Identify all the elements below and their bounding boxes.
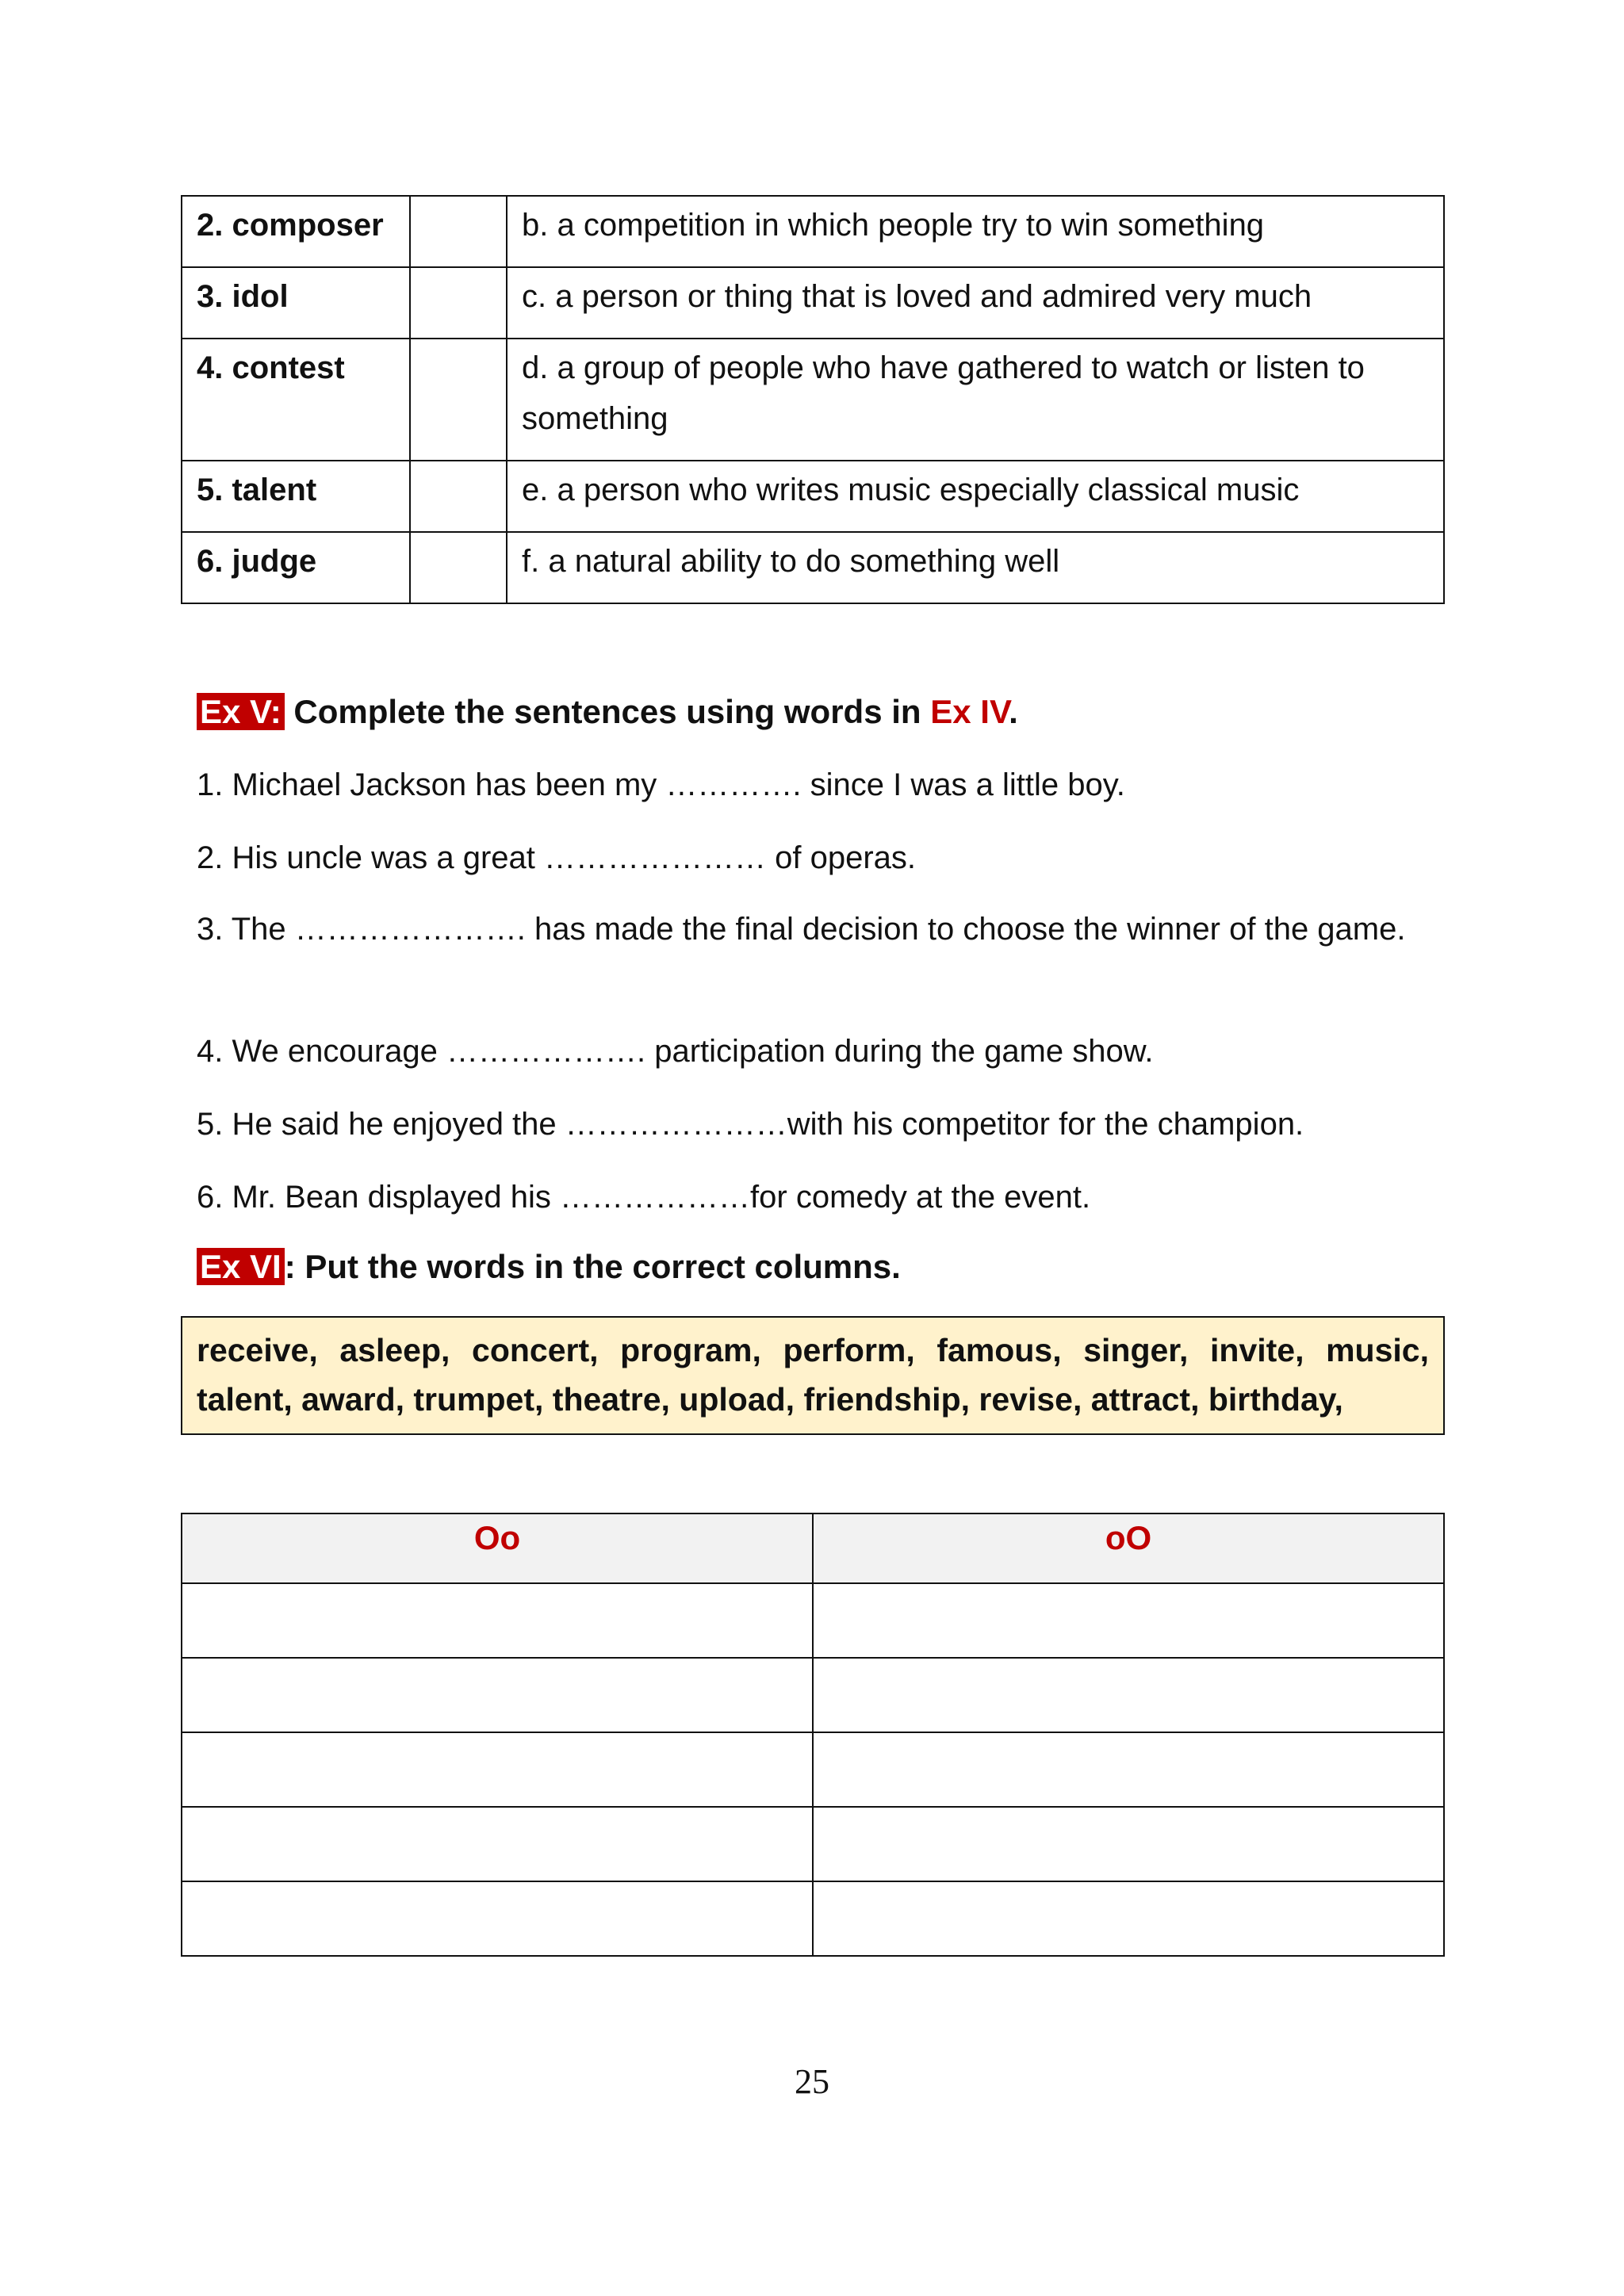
table-row — [182, 461, 1444, 532]
table-row — [182, 196, 1444, 267]
ex5-title-ref: Ex IV — [930, 693, 1009, 730]
page-number: 25 — [795, 2062, 829, 2101]
word-list-box: receive, asleep, concert, program, perform, famous, singer, invite, music, talent, award, trumpet, theatre, upload, friendship, revise, attract, birthday, — [181, 1316, 1445, 1435]
answer-cell[interactable] — [410, 532, 507, 603]
ex5-title-end: . — [1009, 693, 1018, 730]
definition-cell: f. a natural ability to do something well — [507, 532, 1444, 603]
definition-cell: b. a competition in which people try to win something — [507, 196, 1444, 267]
answer-cell[interactable] — [410, 196, 507, 267]
table-row — [182, 339, 1444, 461]
table-header-row — [182, 1513, 1444, 1583]
ex5-sentence-2: 2. His uncle was a great ………………… of operas. — [197, 840, 916, 875]
answer-cell[interactable] — [182, 1881, 813, 1956]
definition-cell: c. a person or thing that is loved and admired very much — [507, 267, 1444, 339]
answer-cell[interactable] — [182, 1732, 813, 1807]
ex5-sentence-4: 4. We encourage ………………. participation during the game show. — [197, 1034, 1154, 1069]
table-row — [182, 1807, 1444, 1881]
answer-cell[interactable] — [410, 339, 507, 461]
stress-columns-table — [181, 1513, 1445, 1957]
table-row — [182, 1658, 1444, 1732]
definition-cell: e. a person who writes music especially classical music — [507, 461, 1444, 532]
column-header-oO: oO — [813, 1513, 1444, 1583]
ex5-sentence-6: 6. Mr. Bean displayed his ………………for comedy at the event. — [197, 1180, 1091, 1215]
answer-cell[interactable] — [813, 1732, 1444, 1807]
word-cell: 5. talent — [182, 461, 410, 532]
ex6-heading — [197, 1245, 901, 1289]
answer-cell[interactable] — [182, 1807, 813, 1881]
word-cell: 3. idol — [182, 267, 410, 339]
answer-cell[interactable] — [182, 1583, 813, 1658]
answer-cell[interactable] — [813, 1583, 1444, 1658]
ex5-sentence-1: 1. Michael Jackson has been my …………. since I was a little boy. — [197, 767, 1125, 802]
matching-table — [181, 195, 1445, 604]
ex6-tag: Ex VI — [197, 1248, 285, 1285]
answer-cell[interactable] — [410, 461, 507, 532]
answer-cell[interactable] — [410, 267, 507, 339]
answer-cell[interactable] — [813, 1658, 1444, 1732]
table-row — [182, 1732, 1444, 1807]
ex5-sentence-5: 5. He said he enjoyed the …………………with his competitor for the champion. — [197, 1107, 1304, 1142]
ex5-heading — [197, 690, 1018, 734]
ex5-sentence-3: 3. The …………………. has made the final decision to choose the winner of the game. — [197, 912, 1406, 947]
ex6-title: : Put the words in the correct columns. — [284, 1248, 901, 1285]
table-row — [182, 267, 1444, 339]
answer-cell[interactable] — [813, 1881, 1444, 1956]
ex5-title: Complete the sentences using words in — [284, 693, 931, 730]
definition-cell: d. a group of people who have gathered to watch or listen to something — [507, 339, 1444, 461]
table-row — [182, 532, 1444, 603]
word-cell: 2. composer — [182, 196, 410, 267]
table-row — [182, 1881, 1444, 1956]
word-cell: 4. contest — [182, 339, 410, 461]
column-header-oo: Oo — [182, 1513, 813, 1583]
table-row — [182, 1583, 1444, 1658]
answer-cell[interactable] — [182, 1658, 813, 1732]
answer-cell[interactable] — [813, 1807, 1444, 1881]
ex5-tag: Ex V: — [197, 693, 285, 730]
word-cell: 6. judge — [182, 532, 410, 603]
